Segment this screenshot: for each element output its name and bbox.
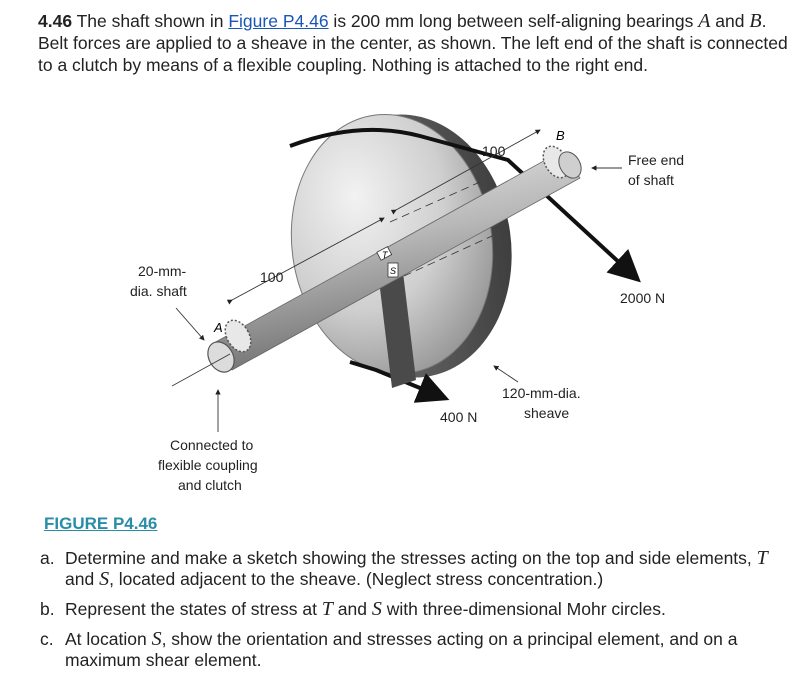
question-parts — [40, 548, 792, 680]
sheave-label-leader — [494, 366, 518, 382]
free-end-line-1: Free end — [628, 152, 685, 168]
label-s: S — [390, 266, 397, 276]
label-t: T — [382, 250, 388, 260]
label-a: A — [214, 320, 223, 335]
force-right-label: 2000 N — [620, 290, 666, 306]
shaft-label-line-2: dia. shaft — [130, 283, 187, 299]
var-a: A — [698, 10, 711, 32]
part-letter: c. — [40, 629, 54, 649]
figure-link[interactable]: Figure P4.46 — [228, 11, 329, 31]
part-text: and — [332, 599, 372, 619]
part-text: , show the orientation and stresses acting on a principal element, and on a maximum shear element. — [65, 629, 738, 670]
part-var: S — [371, 598, 382, 620]
part-text: with three-dimensional Mohr circles. — [381, 599, 666, 619]
problem-text-1: The shaft shown in — [72, 11, 229, 31]
coupling-line-3: and clutch — [178, 477, 242, 493]
figure-caption: FIGURE P4.46 — [44, 514, 158, 533]
problem-text-2: is 200 mm long between self-aligning bearings — [328, 11, 699, 31]
part-var: T — [756, 547, 768, 569]
dim-right: 100 — [482, 143, 506, 159]
part-text: , located adjacent to the sheave. (Neglect stress concentration.) — [109, 569, 604, 589]
problem-text-4: . Belt forces are applied to a sheave in the center, as shown. The left end of the shaft is connected to a clutch by means of a flexible coupling. Nothing is attached to the right end. — [38, 11, 788, 75]
part-text: and — [65, 569, 100, 589]
sheave-label-line-2: sheave — [524, 405, 570, 421]
part-a — [40, 548, 792, 590]
free-end-line-2: of shaft — [628, 172, 674, 188]
coupling-line-2: flexible coupling — [158, 457, 258, 473]
sheave-label-line-1: 120-mm-dia. — [502, 385, 581, 401]
part-var: S — [151, 628, 162, 650]
part-text: Represent the states of stress at — [65, 599, 322, 619]
part-letter: b. — [40, 599, 55, 619]
part-text: At location — [65, 629, 152, 649]
part-var: S — [99, 568, 110, 590]
label-b: B — [556, 128, 565, 143]
problem-number: 4.46 — [38, 11, 73, 31]
part-letter: a. — [40, 548, 55, 568]
problem-statement — [38, 10, 790, 76]
force-left-label: 400 N — [440, 409, 478, 425]
dim-left: 100 — [260, 269, 284, 285]
part-c — [40, 629, 792, 671]
problem-text-3: and — [710, 11, 750, 31]
part-var: T — [321, 598, 333, 620]
part-text: Determine and make a sketch showing the stresses acting on the top and side elements, — [65, 548, 757, 568]
part-b — [40, 599, 792, 620]
var-b: B — [749, 10, 762, 32]
shaft-label-leader — [176, 308, 204, 340]
coupling-line-1: Connected to — [170, 437, 254, 453]
shaft-label-line-1: 20-mm- — [138, 263, 187, 279]
shaft-figure — [120, 112, 700, 502]
